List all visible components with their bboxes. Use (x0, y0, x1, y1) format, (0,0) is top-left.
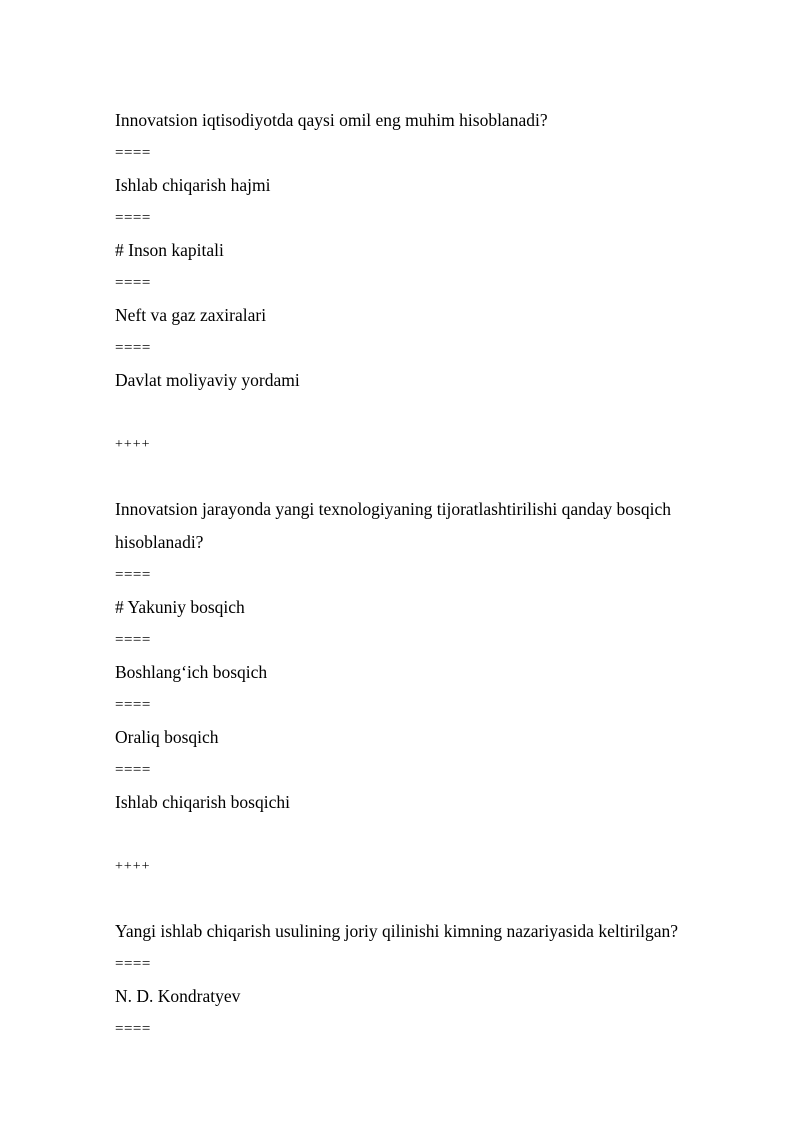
answer-option: Boshlang‘ich bosqich (115, 662, 268, 682)
question-separator: ++++ (115, 437, 151, 452)
option-separator: ==== (115, 567, 151, 583)
answer-option: Davlat moliyaviy yordami (115, 370, 300, 390)
answer-option: Ishlab chiqarish bosqichi (115, 792, 290, 812)
question-text-continued: hisoblanadi? (115, 532, 204, 552)
option-separator: ==== (115, 1021, 151, 1037)
question-text: Innovatsion iqtisodiyotda qaysi omil eng muhim hisoblanadi? (115, 110, 548, 130)
answer-option-correct: # Inson kapitali (115, 240, 224, 260)
option-separator: ==== (115, 956, 151, 972)
option-separator: ==== (115, 210, 151, 226)
answer-option: Neft va gaz zaxiralari (115, 305, 267, 325)
option-separator: ==== (115, 632, 151, 648)
answer-option-correct: # Yakuniy bosqich (115, 597, 245, 617)
option-separator: ==== (115, 340, 151, 356)
question-separator: ++++ (115, 859, 151, 874)
answer-option: N. D. Kondratyev (115, 986, 241, 1006)
question-text: Innovatsion jarayonda yangi texnologiyaning tijoratlashtirilishi qanday bosqich (115, 499, 672, 519)
option-separator: ==== (115, 762, 151, 778)
option-separator: ==== (115, 275, 151, 291)
answer-option: Oraliq bosqich (115, 727, 219, 747)
option-separator: ==== (115, 145, 151, 161)
answer-option: Ishlab chiqarish hajmi (115, 175, 271, 195)
option-separator: ==== (115, 697, 151, 713)
question-text: Yangi ishlab chiqarish usulining joriy qilinishi kimning nazariyasida keltirilgan? (115, 921, 679, 941)
